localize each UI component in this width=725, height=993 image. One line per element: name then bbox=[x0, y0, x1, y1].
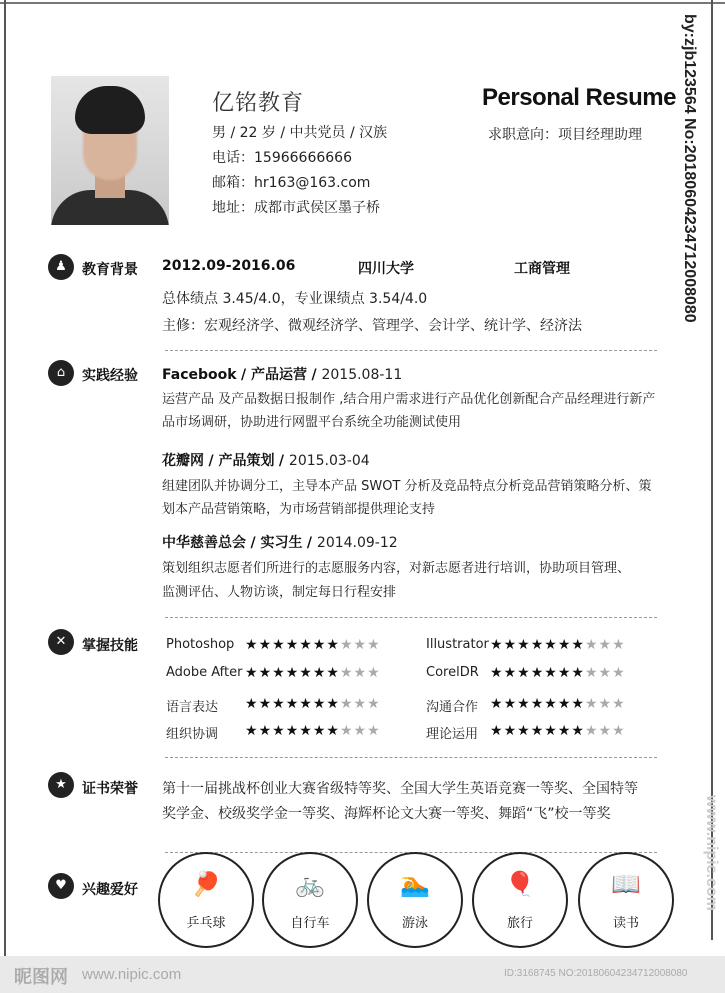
star-filled-icon: ★ bbox=[557, 637, 572, 653]
experience-desc: 策划组织志愿者们所进行的志愿服务内容，对新志愿者进行培训，协助项目管理、 bbox=[162, 561, 631, 576]
star-empty-icon: ★ bbox=[339, 723, 354, 739]
experience-date: 2015.08-11 bbox=[321, 367, 403, 383]
star-filled-icon: ★ bbox=[312, 665, 327, 681]
star-empty-icon: ★ bbox=[353, 637, 368, 653]
skill-rating bbox=[245, 696, 381, 712]
star-filled-icon: ★ bbox=[571, 723, 585, 739]
hobby-travel bbox=[472, 852, 568, 948]
star-filled-icon: ★ bbox=[285, 637, 300, 653]
resume-page: 亿铭教育 男 / 22 岁 / 中共党员 / 汉族 电话：15966666666 邮箱：hr163@163.com 地址：成都市武侯区墨子桥 Personal Resume 求职意向：项目经理助理 ♟ 教育背景 2012.09-2016.06 四川大学 工商管理 总体绩点 3.45/4.0，专业课绩点 3.54/4.0 主修：宏观经济学、微观经济学、管理学、会计学、统计学、经济法 ⌂ 实践经验 Facebook / 产品运营 / 2015.08-11 运营产品 及产品数据日报制作 ,结合用户需求进行产品优化创新配合产品经理进行新产 品市场调研，协助进行网盟平台系统全功能测试使用 花瓣网 / 产品策划 / 2015.03-04 组建团队并协调分工，主导本产品 SWOT 分析及竞品特点分析竞品营销策略分析、策 划本产品营销策略，为市场营销部提供理论支持 中华慈善总会 / 实习生 / 2014.09-12 策划组织志愿者们所进行的志愿服务内容，对新志愿者进行培训，协助项目管理、 监测评估、人物访谈，制定每日行程安排 ✕ 掌握技能 Photoshop ★★★★★★★★★★ Illustrator ★★★★★★★★★★ Adobe After ★★★★★★★★★★ CorelDR ★★★★★★★★★★ 语言表达 ★★★★★★★★★★ 沟通合作 ★★★★★★★★★★ 组织协调 ★★★★★★★★★★ 理论运用 ★★★★★★★★★★ ★ 证书荣誉 第十一届挑战杯创业大赛省级特等奖、全国大学生英语竞赛一等奖、全国特等 奖学金、校级奖学金一等奖、海辉杯论文大赛一等奖、舞蹈“飞”校一等奖 ♥ 兴趣爱好 🏓 乒乓球 🚲 自行车 🏊 游泳 🎈 旅行 📖 读书 by:zjb123564 No:20180604234712008080 www.nipic.com 昵图网 www.nipic.com ID:3168745 NO:20180604234712008080 bbox=[0, 0, 725, 993]
star-filled-icon: ★ bbox=[490, 637, 504, 653]
star-empty-icon: ★ bbox=[598, 637, 613, 653]
side-watermark-text: by:zjb123564 No:20180604234712008080 bbox=[681, 14, 698, 323]
star-filled-icon: ★ bbox=[312, 723, 327, 739]
star-filled-icon: ★ bbox=[272, 723, 286, 739]
skills-title: 掌握技能 bbox=[82, 638, 138, 654]
star-empty-icon: ★ bbox=[612, 637, 626, 653]
star-empty-icon: ★ bbox=[598, 723, 613, 739]
hobbies-title: 兴趣爱好 bbox=[82, 882, 138, 898]
phone-info: 电话：15966666666 bbox=[212, 150, 352, 166]
skill-rating bbox=[490, 723, 626, 739]
star-empty-icon: ★ bbox=[367, 723, 381, 739]
star-empty-icon: ★ bbox=[598, 696, 613, 712]
star-filled-icon: ★ bbox=[299, 723, 313, 739]
star-filled-icon: ★ bbox=[544, 665, 558, 681]
site-watermark-text: www.nipic.com bbox=[703, 795, 720, 911]
star-filled-icon: ★ bbox=[326, 637, 340, 653]
star-filled-icon: ★ bbox=[490, 696, 504, 712]
resume-title: Personal Resume bbox=[482, 84, 676, 111]
honors-title: 证书荣誉 bbox=[82, 781, 138, 797]
star-filled-icon: ★ bbox=[299, 665, 313, 681]
medal-icon: ★ bbox=[48, 772, 74, 798]
side-watermark bbox=[683, 14, 713, 354]
star-empty-icon: ★ bbox=[598, 665, 613, 681]
site-watermark bbox=[703, 795, 725, 935]
candidate-name: 亿铭教育 bbox=[212, 91, 305, 116]
education-major: 工商管理 bbox=[514, 261, 570, 277]
education-period: 2012.09-2016.06 bbox=[162, 258, 296, 274]
footer-bar bbox=[0, 956, 725, 993]
star-filled-icon: ★ bbox=[544, 723, 558, 739]
hobby-label: 自行车 bbox=[290, 916, 330, 931]
star-empty-icon: ★ bbox=[339, 637, 354, 653]
skill-name: CorelDR bbox=[426, 665, 479, 680]
section-divider bbox=[165, 757, 657, 758]
star-filled-icon: ★ bbox=[571, 665, 585, 681]
skill-name: Photoshop bbox=[166, 637, 235, 652]
profile-photo bbox=[51, 76, 169, 225]
star-empty-icon: ★ bbox=[584, 637, 599, 653]
skill-rating bbox=[490, 637, 626, 653]
experience-desc: 组建团队并协调分工，主导本产品 SWOT 分析及竞品特点分析竞品营销策略分析、策 bbox=[162, 479, 652, 494]
star-empty-icon: ★ bbox=[584, 723, 599, 739]
star-empty-icon: ★ bbox=[612, 665, 626, 681]
star-filled-icon: ★ bbox=[530, 723, 545, 739]
hobby-cycling bbox=[262, 852, 358, 948]
skill-rating bbox=[490, 696, 626, 712]
star-empty-icon: ★ bbox=[367, 637, 381, 653]
star-filled-icon: ★ bbox=[258, 665, 273, 681]
heart-icon: ♥ bbox=[48, 873, 74, 899]
star-filled-icon: ★ bbox=[272, 696, 286, 712]
top-border bbox=[0, 2, 725, 4]
star-empty-icon: ★ bbox=[353, 696, 368, 712]
star-filled-icon: ★ bbox=[272, 665, 286, 681]
skill-name: Illustrator bbox=[426, 637, 489, 652]
education-courses: 主修：宏观经济学、微观经济学、管理学、会计学、统计学、经济法 bbox=[162, 318, 582, 334]
skill-rating bbox=[490, 665, 626, 681]
star-filled-icon: ★ bbox=[312, 637, 327, 653]
star-empty-icon: ★ bbox=[367, 665, 381, 681]
star-filled-icon: ★ bbox=[571, 637, 585, 653]
star-filled-icon: ★ bbox=[517, 637, 531, 653]
basic-info: 男 / 22 岁 / 中共党员 / 汉族 bbox=[212, 125, 388, 141]
star-filled-icon: ★ bbox=[258, 723, 273, 739]
star-empty-icon: ★ bbox=[584, 665, 599, 681]
hobby-label: 旅行 bbox=[506, 916, 533, 931]
star-filled-icon: ★ bbox=[299, 637, 313, 653]
section-divider bbox=[165, 350, 657, 351]
experience-org: 花瓣网 bbox=[162, 453, 204, 469]
star-filled-icon: ★ bbox=[326, 665, 340, 681]
star-filled-icon: ★ bbox=[245, 637, 259, 653]
experience-role: 产品运营 bbox=[251, 367, 308, 383]
book-icon: 📖 bbox=[611, 870, 641, 898]
education-gpa: 总体绩点 3.45/4.0，专业课绩点 3.54/4.0 bbox=[162, 291, 428, 307]
star-filled-icon: ★ bbox=[312, 696, 327, 712]
star-filled-icon: ★ bbox=[557, 696, 572, 712]
skill-name: 组织协调 bbox=[166, 727, 219, 742]
experience-date: 2015.03-04 bbox=[288, 453, 370, 469]
star-filled-icon: ★ bbox=[503, 665, 518, 681]
swimming-icon: 🏊 bbox=[400, 870, 430, 898]
section-divider bbox=[165, 617, 657, 618]
star-filled-icon: ★ bbox=[326, 696, 340, 712]
star-filled-icon: ★ bbox=[503, 696, 518, 712]
hobby-reading bbox=[578, 852, 674, 948]
skill-rating bbox=[245, 665, 381, 681]
star-filled-icon: ★ bbox=[326, 723, 340, 739]
star-empty-icon: ★ bbox=[353, 723, 368, 739]
left-border bbox=[4, 0, 6, 993]
experience-desc: 监测评估、人物访谈，制定每日行程安排 bbox=[162, 585, 397, 600]
experience-role: 产品策划 bbox=[218, 453, 275, 469]
honors-text: 第十一届挑战杯创业大赛省级特等奖、全国大学生英语竞赛一等奖、全国特等 bbox=[162, 781, 638, 797]
star-filled-icon: ★ bbox=[490, 665, 504, 681]
experience-org: Facebook bbox=[162, 367, 237, 383]
star-filled-icon: ★ bbox=[517, 723, 531, 739]
star-filled-icon: ★ bbox=[571, 696, 585, 712]
star-empty-icon: ★ bbox=[339, 665, 354, 681]
hot-air-balloon-icon: 🎈 bbox=[505, 870, 535, 898]
star-empty-icon: ★ bbox=[612, 723, 626, 739]
honors-text: 奖学金、校级奖学金一等奖、海辉杯论文大赛一等奖、舞蹈“飞”校一等奖 bbox=[162, 806, 611, 822]
star-filled-icon: ★ bbox=[544, 696, 558, 712]
star-filled-icon: ★ bbox=[530, 637, 545, 653]
star-empty-icon: ★ bbox=[367, 696, 381, 712]
email-info: 邮箱：hr163@163.com bbox=[212, 175, 371, 191]
address-info: 地址：成都市武侯区墨子桥 bbox=[212, 200, 380, 216]
star-filled-icon: ★ bbox=[530, 696, 545, 712]
star-filled-icon: ★ bbox=[258, 696, 273, 712]
star-filled-icon: ★ bbox=[517, 696, 531, 712]
hobby-label: 读书 bbox=[612, 916, 639, 931]
hobby-label: 乒乓球 bbox=[186, 916, 226, 931]
experience-desc: 划本产品营销策略，为市场营销部提供理论支持 bbox=[162, 502, 436, 517]
star-filled-icon: ★ bbox=[557, 665, 572, 681]
star-empty-icon: ★ bbox=[612, 696, 626, 712]
experience-role: 实习生 bbox=[260, 535, 303, 551]
hobby-ping-pong bbox=[158, 852, 254, 948]
job-intent: 求职意向：项目经理助理 bbox=[488, 127, 642, 143]
star-filled-icon: ★ bbox=[557, 723, 572, 739]
footer-site: www.nipic.com bbox=[82, 966, 182, 983]
star-filled-icon: ★ bbox=[245, 723, 259, 739]
star-filled-icon: ★ bbox=[245, 665, 259, 681]
star-filled-icon: ★ bbox=[258, 637, 273, 653]
experience-desc: 品市场调研，协助进行网盟平台系统全功能测试使用 bbox=[162, 415, 462, 430]
experience-title: 实践经验 bbox=[82, 368, 138, 384]
footer-logo: 昵图网 bbox=[14, 967, 68, 988]
star-filled-icon: ★ bbox=[285, 696, 300, 712]
skill-rating bbox=[245, 723, 381, 739]
skill-name: Adobe After bbox=[166, 665, 243, 680]
star-filled-icon: ★ bbox=[272, 637, 286, 653]
star-filled-icon: ★ bbox=[299, 696, 313, 712]
star-filled-icon: ★ bbox=[503, 637, 518, 653]
star-filled-icon: ★ bbox=[544, 637, 558, 653]
star-filled-icon: ★ bbox=[285, 665, 300, 681]
star-filled-icon: ★ bbox=[517, 665, 531, 681]
star-filled-icon: ★ bbox=[285, 723, 300, 739]
bicycle-icon: 🚲 bbox=[295, 870, 325, 898]
experience-desc: 运营产品 及产品数据日报制作 ,结合用户需求进行产品优化创新配合产品经理进行新产 bbox=[162, 392, 656, 407]
experience-date: 2014.09-12 bbox=[316, 535, 398, 551]
home-icon: ⌂ bbox=[48, 360, 74, 386]
star-empty-icon: ★ bbox=[584, 696, 599, 712]
star-empty-icon: ★ bbox=[353, 665, 368, 681]
hobby-label: 游泳 bbox=[401, 916, 428, 931]
skill-name: 语言表达 bbox=[166, 700, 219, 715]
skill-name: 理论运用 bbox=[426, 727, 479, 742]
skill-rating bbox=[245, 637, 381, 653]
footer-id: ID:3168745 NO:20180604234712008080 bbox=[504, 968, 688, 979]
ping-pong-icon: 🏓 bbox=[191, 870, 221, 898]
skill-name: 沟通合作 bbox=[426, 700, 479, 715]
experience-org: 中华慈善总会 bbox=[162, 535, 246, 551]
star-filled-icon: ★ bbox=[530, 665, 545, 681]
hobby-swimming bbox=[367, 852, 463, 948]
education-school: 四川大学 bbox=[358, 261, 414, 277]
star-empty-icon: ★ bbox=[339, 696, 354, 712]
tools-icon: ✕ bbox=[48, 629, 74, 655]
star-filled-icon: ★ bbox=[245, 696, 259, 712]
star-filled-icon: ★ bbox=[503, 723, 518, 739]
person-icon: ♟ bbox=[48, 254, 74, 280]
star-filled-icon: ★ bbox=[490, 723, 504, 739]
education-title: 教育背景 bbox=[82, 262, 138, 278]
